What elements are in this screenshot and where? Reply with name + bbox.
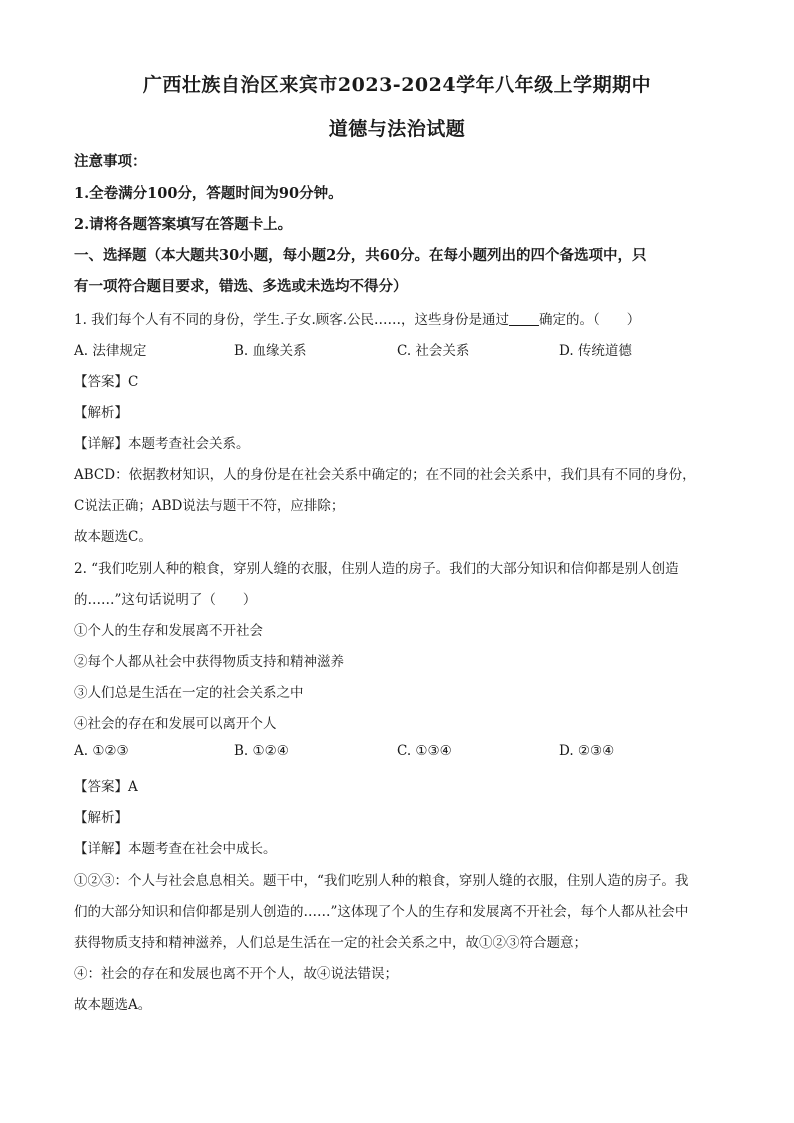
explanation-text: 获得物质支持和精神滋养，人们总是生活在一定的社会关系之中，故①②③符合题意； bbox=[74, 935, 587, 951]
statement-item: ③人们总是生活在一定的社会关系之中 bbox=[74, 685, 304, 701]
option-d: D. ②③④ bbox=[559, 743, 615, 759]
fill-blank bbox=[509, 311, 539, 326]
conclusion-text: 故本题选A。 bbox=[74, 997, 152, 1013]
answer-label: 【答案】A bbox=[74, 779, 138, 795]
explanation-text: ①②③：个人与社会息息相关。题干中，“我们吃别人种的粮食，穿别人缝的衣服，住别人造的房子。我 bbox=[74, 873, 689, 889]
option-c: C. ①③④ bbox=[397, 743, 452, 759]
section-heading: 一、选择题（本大题共30小题，每小题2分，共60分。在每小题列出的四个备选项中，只 bbox=[74, 247, 647, 264]
statement-item: ④社会的存在和发展可以离开个人 bbox=[74, 716, 277, 732]
question-2-stem: 2. “我们吃别人种的粮食，穿别人缝的衣服，住别人造的房子。我们的大部分知识和信仰都是别人创造 bbox=[74, 561, 679, 577]
detail-label: 【详解】本题考查社会关系。 bbox=[74, 436, 250, 452]
option-d: D. 传统道德 bbox=[559, 343, 632, 359]
question-1-stem-text: 1. 我们每个人有不同的身份，学生.子女.顾客.公民……，这些身份是通过 bbox=[74, 312, 510, 328]
explanation-text: ④：社会的存在和发展也离不开个人，故④说法错误； bbox=[74, 966, 398, 982]
analysis-label: 【解析】 bbox=[74, 405, 128, 421]
exam-subtitle: 道德与法治试题 bbox=[328, 118, 466, 140]
section-heading-cont: 有一项符合题目要求，错选、多选或未选均不得分） bbox=[74, 278, 408, 295]
question-1-options bbox=[74, 339, 734, 359]
statement-item: ①个人的生存和发展离不开社会 bbox=[74, 623, 263, 639]
exam-title: 广西壮族自治区来宾市2023-2024学年八年级上学期期中 bbox=[142, 74, 652, 96]
analysis-label: 【解析】 bbox=[74, 810, 128, 826]
question-1-stem bbox=[74, 308, 734, 328]
option-b: B. 血缘关系 bbox=[234, 343, 307, 359]
question-2-stem-cont: 的……”这句话说明了（ ） bbox=[74, 592, 257, 608]
option-a: A. ①②③ bbox=[74, 743, 129, 759]
notice-heading: 注意事项： bbox=[74, 153, 147, 170]
explanation-text: ABCD：依据教材知识，人的身份是在社会关系中确定的；在不同的社会关系中，我们具有不同的身份， bbox=[74, 467, 696, 483]
option-a: A. 法律规定 bbox=[74, 343, 147, 359]
option-b: B. ①②④ bbox=[234, 743, 289, 759]
conclusion-text: 故本题选C。 bbox=[74, 529, 152, 545]
notice-item: 2.请将各题答案填写在答题卡上。 bbox=[74, 216, 293, 233]
notice-item: 1.全卷满分100分，答题时间为90分钟。 bbox=[74, 185, 343, 202]
explanation-text: 们的大部分知识和信仰都是别人创造的……”这体现了个人的生存和发展离不开社会，每个人都从社会中 bbox=[74, 904, 689, 920]
question-2-options bbox=[74, 743, 734, 763]
question-1-stem-end: 确定的。（ ） bbox=[539, 312, 641, 328]
detail-label: 【详解】本题考查在社会中成长。 bbox=[74, 841, 277, 857]
option-c: C. 社会关系 bbox=[397, 343, 470, 359]
statement-item: ②每个人都从社会中获得物质支持和精神滋养 bbox=[74, 654, 344, 670]
answer-label: 【答案】C bbox=[74, 374, 139, 390]
explanation-text: C说法正确；ABD说法与题干不符，应排除； bbox=[74, 498, 345, 514]
